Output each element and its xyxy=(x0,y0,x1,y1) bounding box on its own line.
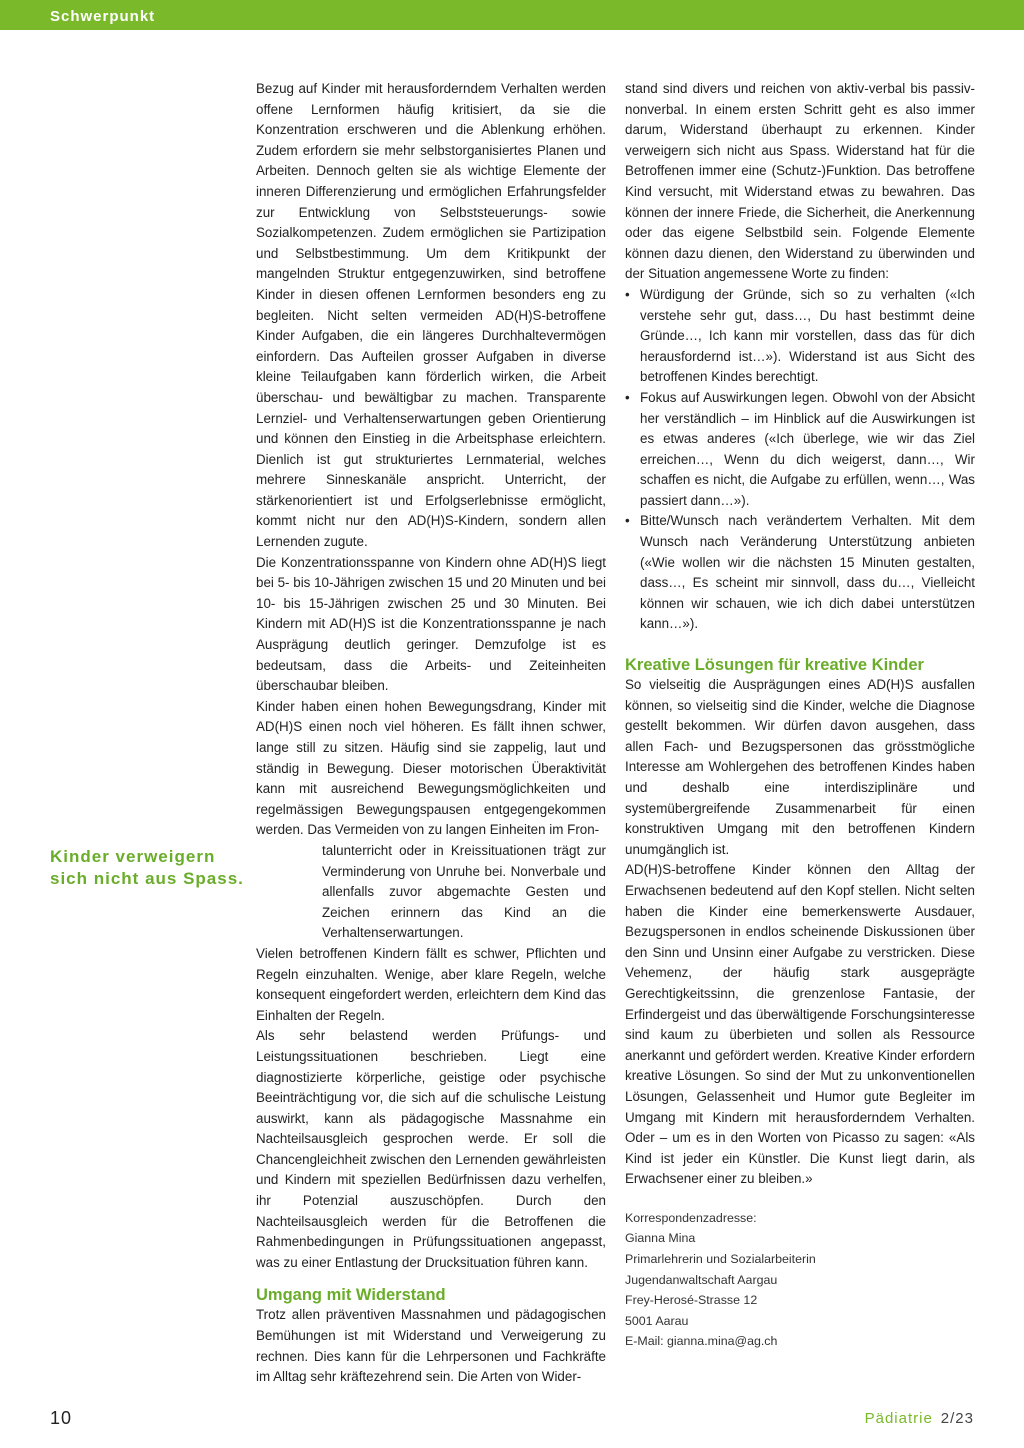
email-line[interactable]: E-Mail: gianna.mina@ag.ch xyxy=(625,1334,778,1349)
paragraph: Als sehr belastend werden Prüfungs- und Leistungssituationen beschrieben. Liegt eine diagnostizierte körperliche, geistige oder psychische Beeinträchtigung vor, die sich auf die schulische Leistung auswirkt, kann als pädagogische Massnahme ein Nachteilsausgleich gesprochen werde. Er soll die Chancengleichheit zwischen den Lernenden gewährleisten und Kindern mit speziellen Bedürfnissen dazu verhelfen, ihr Potenzial auszuschöpfen. Durch den Nachteilsausgleich werden für die Betroffenen die Rahmenbedingungen in Prüfungssituationen angepasst, was zu einer Entlastung der Drucksituation führen kann. xyxy=(256,1028,606,1270)
section-heading: Kreative Lösungen für kreative Kinder xyxy=(625,656,924,675)
bullet-list xyxy=(625,285,975,635)
paragraph: Bezug auf Kinder mit herausforderndem Verhalten werden offene Lernformen häufig kritisiert, da sie die Konzentration erschweren und die Ablenkung erhöhen. Zudem erfordern sie mehr selbstorganisiertes Planen und Arbeiten. Dennoch gelten sie als wichtige Elemente der inneren Differenzierung und ermöglichen Erfahrungsfelder zur Entwicklung von Selbststeuerungs- sowie Sozialkompetenzen. Zudem ermöglichen sie Partizipation und Selbstbestimmung. Um dem Kritikpunkt der mangelnden Struktur entgegenzuwirken, sind betroffene Kinder in diesen offenen Lernformen besonders eng zu begleiten. Nicht selten vermeiden AD(H)S-betroffene Kinder Aufgaben, die ein längeres Durchhaltevermögen einfordern. Das Aufteilen grosser Aufgaben in diverse kleine Teilaufgaben kann förderlich wirken, die Arbeit überschau- und bewältigbar zu machen. Transparente Lernziel- und Verhaltenserwartungen geben Orientierung und können den Einstieg in die Arbeitsphase erleichtern. Dienlich ist gut strukturiertes Lernmaterial, welches mehrere Sinneskanäle anspricht. Unterricht, der stärkenorientiert ist und Erfolgserlebnisse ermöglicht, kommt nicht nur den AD(H)S-Kindern, sondern allen Lernenden zugute. xyxy=(256,81,606,550)
section-heading: Umgang mit Widerstand xyxy=(256,1286,446,1305)
list-item: • Würdigung der Gründe, sich so zu verhalten («Ich verstehe sehr gut, dass…, Du hast bestimmt deine Gründe…, Ich kann mir vorstellen, dass das für dich herausfordernd ist…»). Widerstand ist aus Sicht des betroffenen Kindes berechtigt. xyxy=(625,285,975,388)
section-label: Schwerpunkt xyxy=(50,8,156,25)
pull-quote-line: Kinder verweigern xyxy=(50,847,216,866)
paragraph-indented: talunterricht oder in Kreissituationen trägt zur Verminderung von Unruhe bei. Nonverbale und allenfalls zuvor abgemachte Gesten und Zeichen erinnern das Kind an die Verhaltenserwartungen. xyxy=(322,842,606,941)
address-line: Frey-Herosé-Strasse 12 xyxy=(625,1293,758,1308)
article-column-right xyxy=(625,79,975,1352)
journal-footer xyxy=(865,1410,974,1427)
address-line: Gianna Mina xyxy=(625,1231,696,1246)
article-column-left xyxy=(256,79,606,1388)
address-line: Primarlehrerin und Sozialarbeiterin xyxy=(625,1252,816,1267)
paragraph: Die Konzentrationsspanne von Kindern ohne AD(H)S liegt bei 5- bis 10-Jährigen zwischen 15 und 20 Minuten und bei 10- bis 15-Jährigen zwischen 25 und 30 Minuten. Bei Kindern mit AD(H)S ist die Konzentrationsspanne je nach Ausprägung deutlich geringer. Demzufolge ist es bedeutsam, dass die Arbeits- und Zeiteinheiten überschaubar bleiben. xyxy=(256,554,606,694)
list-item: • Fokus auf Auswirkungen legen. Obwohl von der Absicht her verständlich – im Hinblick auf die Auswirkungen ist es etwas anderes («Ich überlege, wie wir das Ziel erreichen…, Wenn du dich weigerst, dann…, Wir schaffen es nicht, die Aufgabe zu erfüllen, wenn…, Was passiert dann…»). xyxy=(625,388,975,512)
address-line: Jugendanwaltschaft Aargau xyxy=(625,1272,778,1287)
list-item: • Bitte/Wunsch nach verändertem Verhalten. Mit dem Wunsch nach Veränderung Unterstützung anbieten («Wie wollen wir die nächsten 15 Minuten gestalten, dass…, Es scheint mir sinnvoll, dass du…, Vielleicht können wir schauen, wie ich dich dabei unterstützen kann…»). xyxy=(625,511,975,635)
journal-name: Pädiatrie xyxy=(864,1410,933,1427)
paragraph: Vielen betroffenen Kindern fällt es schwer, Pflichten und Regeln einzuhalten. Wenige, aber klare Regeln, welche konsequent eingefordert werden, erleichtern dem Kind das Einhalten der Regeln. xyxy=(256,945,606,1023)
paragraph: Trotz allen präventiven Massnahmen und pädagogischen Bemühungen ist mit Widerstand und Verweigerung zu rechnen. Dies kann für die Lehrpersonen und Fachkräfte im Alltag sehr kräftezehrend sein. Die Arten von Wider- xyxy=(256,1307,606,1385)
address-line: Korrespondenzadresse: xyxy=(625,1210,757,1225)
header-bar xyxy=(0,0,1024,30)
paragraph: Kinder haben einen hohen Bewegungsdrang, Kinder mit AD(H)S einen noch viel höheren. Es fällt ihnen schwer, lange still zu sitzen. Häufig sind sie zappelig, laut und ständig in Bewegung. Dieser motorischen Überaktivität kann mit ausreichend Bewegungsmöglichkeiten und regelmässigen Bewegungspausen entgegengekommen werden. Das Vermeiden von zu langen Einheiten im Fron- xyxy=(256,698,606,838)
paragraph: So vielseitig die Ausprägungen eines AD(H)S ausfallen können, so vielseitig sind die Kinder, welche die Diagnose gestellt bekommen. Wir dürfen davon ausgehen, dass allen Fach- und Bezugspersonen das grösstmögliche Interesse am Wohlergehen des betroffenen Kindes haben und deshalb eine interdisziplinäre und systemübergreifende Zusammenarbeit für einen konstruktiven Umgang mit den betroffenen Kindern unumgänglich ist. xyxy=(625,677,975,857)
page-number: 10 xyxy=(50,1408,73,1428)
journal-issue: 2/23 xyxy=(940,1410,974,1427)
address-line: 5001 Aarau xyxy=(625,1313,689,1328)
paragraph: AD(H)S-betroffene Kinder können den Alltag der Erwachsenen bedeutend auf den Kopf stellen. Nicht selten haben die Kinder eine bemerkenswerte Ausdauer, Bezugspersonen in endlos scheinende Diskussionen über den Sinn und Unsinn einer Aufgabe zu verstricken. Diese Vehemenz, der häufig stark ausgeprägte Gerechtigkeitssinn, die grenzenlose Fantasie, der Erfindergeist und das überwältigende Forschungsinteresse sind kaum zu überbieten und sollen als Ressource anerkannt und gefördert werden. Kreative Kinder erfordern kreative Lösungen. So sind der Mut zu unkonventionellen Lösungen, Gelassenheit und Humor gute Begleiter im Umgang mit Kindern mit herausforderndem Verhalten. Oder – um es in den Worten von Picasso zu sagen: «Als Kind ist jeder ein Künstler. Die Kunst liegt darin, als Erwachsener einer zu bleiben.» xyxy=(625,862,975,1187)
paragraph: stand sind divers und reichen von aktiv-verbal bis passiv-nonverbal. In einem ersten Schritt geht es also immer darum, Widerstand überhaupt zu erkennen. Kinder verweigern sich nicht aus Spass. Widerstand hat für die Betroffenen immer eine (Schutz-)Funktion. Das betroffene Kind versucht, mit Widerstand etwas zu bewahren. Das können der innere Friede, die Sicherheit, die Anerkennung oder das eigene Selbstbild sein. Folgende Elemente können dazu dienen, den Widerstand zu überwinden und der Situation angemessene Worte zu finden: xyxy=(625,81,975,282)
pull-quote-line: sich nicht aus Spass. xyxy=(50,869,244,888)
correspondence-address xyxy=(625,1208,975,1352)
